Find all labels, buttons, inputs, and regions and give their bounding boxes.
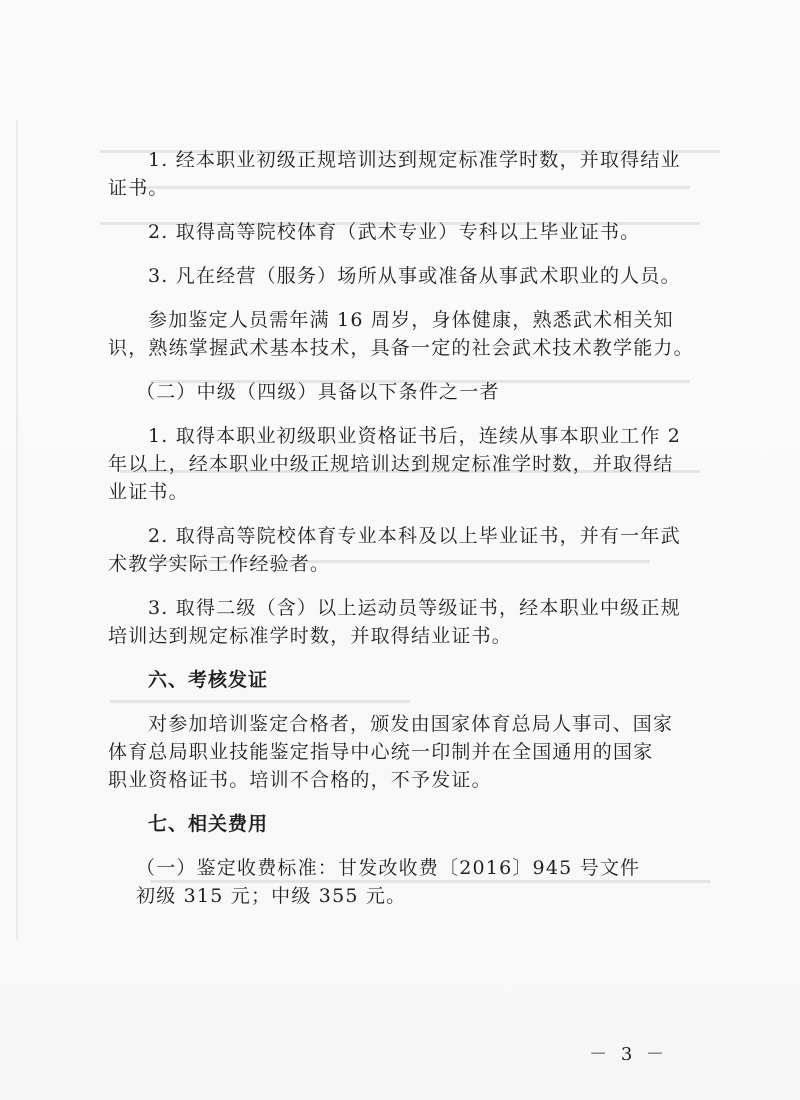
paragraph-line: 2. 取得高等院校体育（武术专业）专科以上毕业证书。 — [148, 221, 641, 243]
paragraph-line: 参加鉴定人员需年满 16 周岁，身体健康，熟悉武术相关知 — [148, 309, 674, 331]
paragraph-line: 1. 取得本职业初级职业资格证书后，连续从事本职业工作 2 — [148, 425, 682, 447]
paragraph-line: 年以上，经本职业中级正规培训达到规定标准学时数，并取得结 — [108, 453, 674, 475]
paragraph-line: 对参加培训鉴定合格者，颁发由国家体育总局人事司、国家 — [148, 713, 674, 735]
paragraph-line: 2. 取得高等院校体育专业本科及以上毕业证书，并有一年武 — [148, 525, 681, 547]
subsection-heading: （二）中级（四级）具备以下条件之一者 — [136, 381, 500, 403]
document-body — [108, 146, 708, 910]
paragraph-line: 3. 凡在经营（服务）场所从事或准备从事武术职业的人员。 — [148, 265, 681, 287]
paragraph-line: 识，熟练掌握武术基本技术，具备一定的社会武术技术教学能力。 — [108, 337, 694, 359]
scan-edge-artifact — [16, 120, 18, 940]
paragraph-line: 职业资格证书。培训不合格的，不予发证。 — [108, 769, 492, 791]
paragraph-line: 1. 经本职业初级正规培训达到规定标准学时数，并取得结业 — [148, 149, 681, 171]
paragraph-line: 业证书。 — [108, 481, 189, 503]
paragraph-line: 初级 315 元；中级 355 元。 — [136, 885, 407, 907]
paragraph-line: 证书。 — [108, 177, 169, 199]
paragraph-line: 3. 取得二级（含）以上运动员等级证书，经本职业中级正规 — [148, 597, 681, 619]
page-number: － 3 － — [589, 1044, 668, 1065]
section-heading-related-fees: 七、相关费用 — [148, 813, 269, 835]
section-heading-exam-certification: 六、考核发证 — [148, 669, 269, 691]
paragraph-line: 培训达到规定标准学时数，并取得结业证书。 — [108, 625, 513, 647]
paragraph-line: （一）鉴定收费标准：甘发改收费〔2016〕945 号文件 — [136, 857, 641, 879]
paragraph-line: 体育总局职业技能鉴定指导中心统一印制并在全国通用的国家 — [108, 741, 654, 763]
paragraph-line: 术教学实际工作经验者。 — [108, 553, 331, 575]
